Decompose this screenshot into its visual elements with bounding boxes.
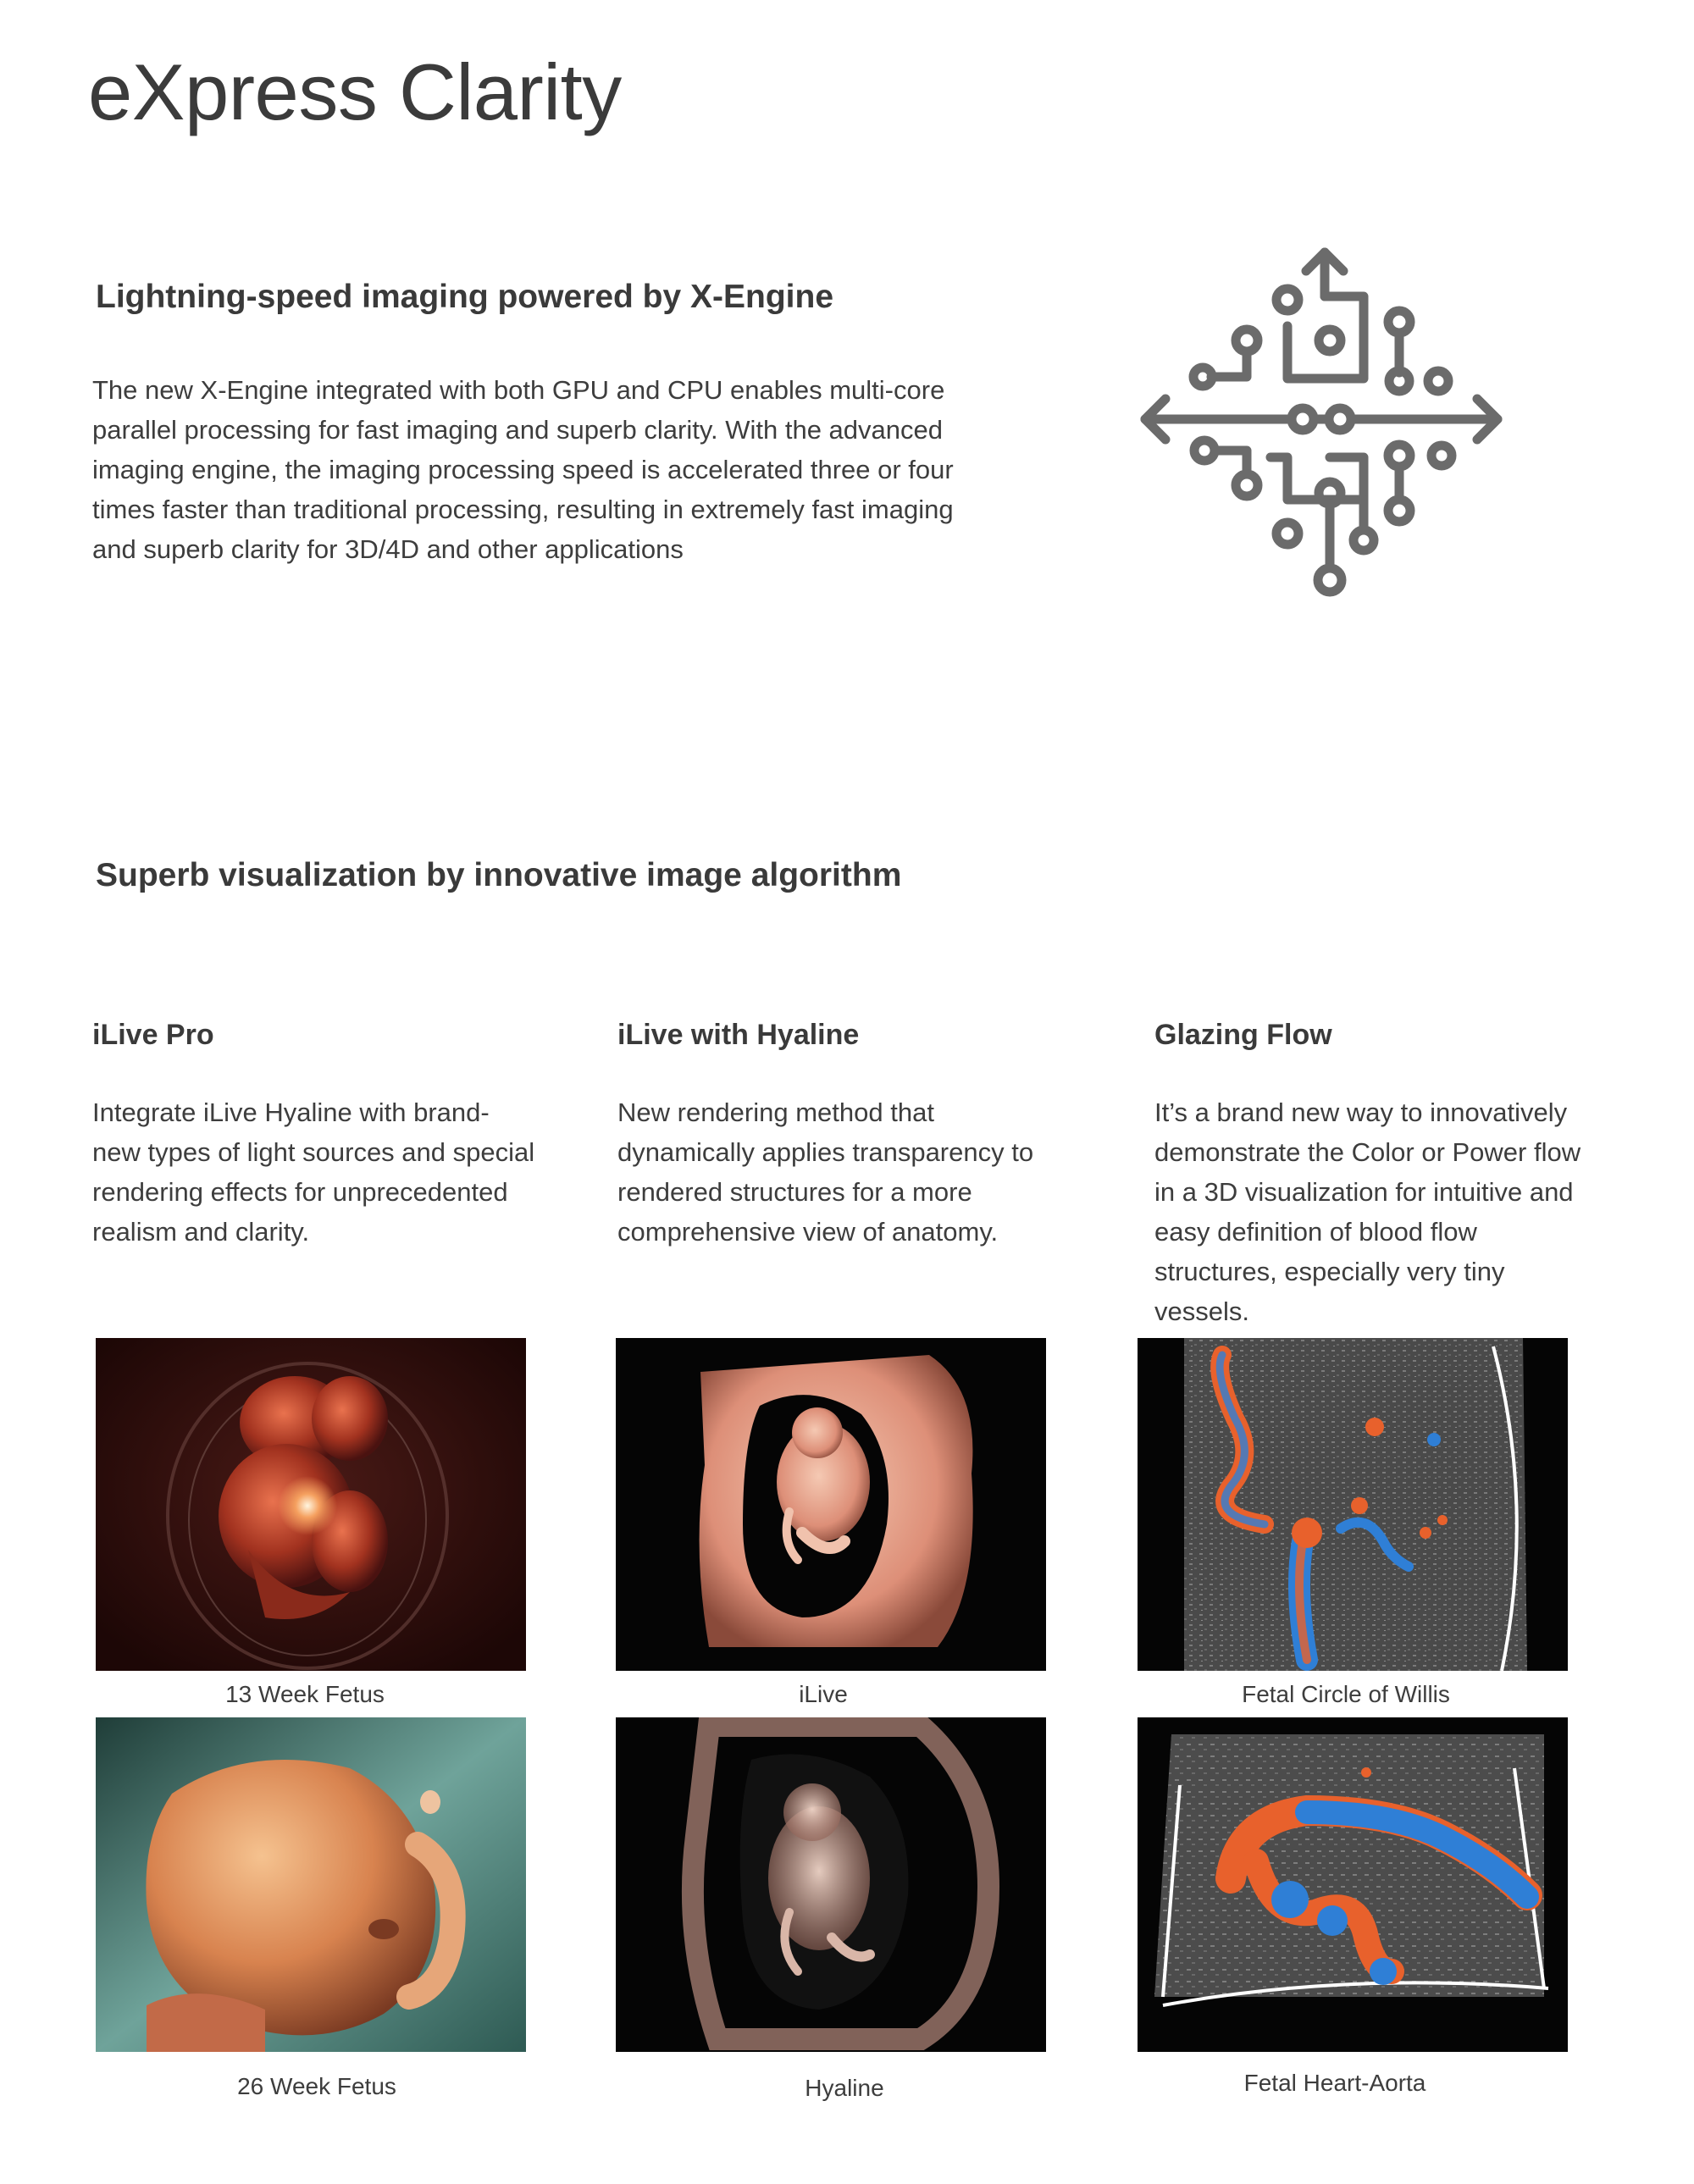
caption-26-week-fetus: 26 Week Fetus xyxy=(237,2073,396,2099)
image-13-week-fetus xyxy=(96,1338,526,1671)
section1-body: The new X-Engine integrated with both GPU and CPU enables multi-core parallel processing for fast imaging and superb clarity. With the advanced imaging engine, the imaging processing speed is accelerated three or four times faster than traditional processing, resulting in extremely fast imaging and superb clarity for 3D/4D and other applications xyxy=(92,375,954,564)
column-title-glazing-flow: Glazing Flow xyxy=(1154,1019,1332,1051)
caption-13-week-fetus: 13 Week Fetus xyxy=(225,1681,385,1707)
column-body-ilive-pro: Integrate iLive Hyaline with brand-new types of light sources and special rendering effects for unprecedented realism and clarity. xyxy=(92,1098,535,1247)
page-title: eXpress Clarity xyxy=(88,47,622,136)
column-title-ilive-hyaline: iLive with Hyaline xyxy=(617,1019,860,1051)
column-title-ilive-pro: iLive Pro xyxy=(92,1019,214,1051)
column-body-glazing-flow: It’s a brand new way to innovatively demonstrate the Color or Power flow in a 3D visualization for intuitive and easy definition of blood flow structures, especially very tiny vessels. xyxy=(1154,1098,1581,1326)
image-ilive xyxy=(616,1338,1046,1671)
caption-hyaline: Hyaline xyxy=(805,2075,884,2101)
image-fetal-heart-aorta xyxy=(1138,1717,1568,2052)
image-hyaline xyxy=(616,1717,1046,2052)
section2-heading: Superb visualization by innovative image algorithm xyxy=(96,857,902,893)
caption-fetal-circle-of-willis: Fetal Circle of Willis xyxy=(1242,1681,1450,1707)
circuit-arrows-icon xyxy=(1135,246,1508,601)
image-fetal-circle-of-willis xyxy=(1138,1338,1568,1671)
column-body-ilive-hyaline: New rendering method that dynamically applies transparency to rendered structures for a more comprehensive view of anatomy. xyxy=(617,1098,1034,1247)
section1-heading: Lightning-speed imaging powered by X-Engine xyxy=(96,279,834,315)
caption-ilive: iLive xyxy=(799,1681,848,1707)
caption-fetal-heart-aorta: Fetal Heart-Aorta xyxy=(1243,2070,1426,2096)
image-26-week-fetus xyxy=(96,1717,526,2052)
